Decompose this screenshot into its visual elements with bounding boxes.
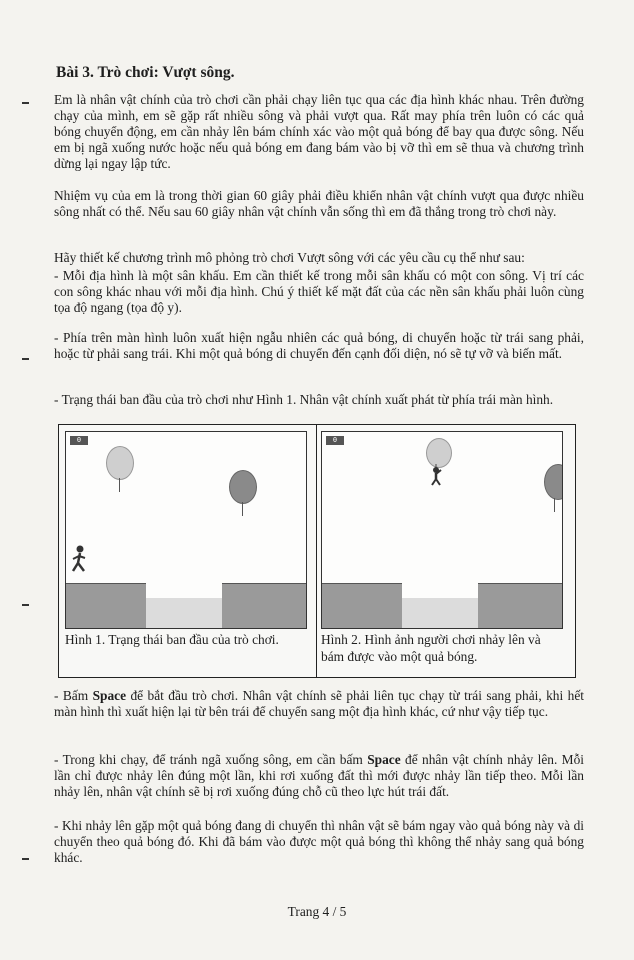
figure-1-caption: Hình 1. Trạng thái ban đầu của trò chơi. (65, 632, 279, 647)
ground-left (322, 583, 402, 628)
figure-divider (316, 425, 317, 677)
text-segment: để bắt đầu trò chơi. Nhân vật chính sẽ phải liên tục chạy từ trái sang phải, khi hết màn hình thì xuất hiện lại từ bên trái để chuyển sang một địa hình khác, cứ như vậy tiếp tục. (54, 688, 584, 719)
margin-mark (22, 102, 29, 104)
balloon-string (554, 498, 555, 512)
key-space: Space (367, 752, 401, 767)
balloon-string (119, 478, 120, 492)
paragraph-stage: - Mỗi địa hình là một sân khấu. Em cần thiết kế trong mỗi sân khấu có một con sông. Vị trí các con sông khác nhau với mỗi địa hình. Chú ý thiết kế mặt đất của các nền sân khấu phải luôn cùng tọa độ ngang (tọa độ y). (54, 268, 584, 315)
hanging-character-icon (428, 464, 444, 486)
river (402, 598, 478, 628)
ground-right (222, 583, 306, 628)
paragraph-jump (54, 752, 584, 800)
figure-2-caption: Hình 2. Hình ảnh người chơi nhảy lên và bám được vào một quả bóng. (321, 632, 541, 664)
margin-mark (22, 858, 29, 860)
paragraph-intro: Em là nhân vật chính của trò chơi cần phải chạy liên tục qua các địa hình khác nhau. Trên đường chạy của mình, em sẽ gặp rất nhiều sông và phải vượt qua. Rất may phía trên luôn có các quả bóng chuyển động, em cần nhảy lên bám chính xác vào một quả bóng để bay qua được sông. Nếu em bị ngã xuống nước hoặc nếu quả bóng em đang bám vào bị vỡ thì em sẽ thua và chương trình dừng lại ngay lập tức. (54, 92, 584, 171)
exercise-title: Bài 3. Trò chơi: Vượt sông. (56, 64, 235, 81)
margin-mark (22, 358, 29, 360)
paragraph-task: Nhiệm vụ của em là trong thời gian 60 giây phải điều khiển nhân vật chính vượt qua được nhiều sông nhất có thể. Nếu sau 60 giây nhân vật chính vẫn sống thì em đã thắng trong trò chơi này. (54, 188, 584, 219)
balloon-icon (106, 446, 134, 480)
text-segment: để nhân vật chính nhảy lên. Mỗi lần chỉ được nhảy lên đúng một lần, khi rơi xuống đất thì mới được nhảy lần tiếp theo. Mỗi lần nhảy lên, nhân vật chính sẽ bị rơi xuống đúng chỗ cũ theo lực hút trái đất. (54, 752, 584, 799)
balloon-icon (544, 464, 563, 500)
paragraph-requirements: Hãy thiết kế chương trình mô phỏng trò chơi Vượt sông với các yêu cầu cụ thể như sau: (54, 250, 525, 265)
score-display: 0 (326, 436, 344, 445)
ground-left (66, 583, 146, 628)
score-display: 0 (70, 436, 88, 445)
balloon-icon (229, 470, 257, 504)
figure-1-game-screen (65, 431, 307, 629)
text-segment: - Bấm (54, 688, 93, 703)
text-segment: - Trong khi chạy, để tránh ngã xuống sông, em cần bấm (54, 752, 368, 767)
page-number: Trang 4 / 5 (287, 904, 347, 919)
margin-mark (22, 604, 29, 606)
runner-character-icon (70, 545, 88, 573)
figure-2-game-screen (321, 431, 563, 629)
paragraph-start (54, 688, 584, 720)
key-space: Space (92, 688, 127, 703)
paragraph-balloons: - Phía trên màn hình luôn xuất hiện ngẫu nhiên các quả bóng, di chuyển hoặc từ trái sang phải, hoặc từ phải sang trái. Khi một quả bóng di chuyển đến cạnh đối diện, nó sẽ tự vỡ và biến mất. (54, 330, 584, 361)
river (146, 598, 222, 628)
figure-block (58, 424, 576, 678)
paragraph-initial-state: - Trạng thái ban đầu của trò chơi như Hình 1. Nhân vật chính xuất phát từ phía trái màn hình. (54, 392, 554, 407)
balloon-string (242, 502, 243, 516)
ground-right (478, 583, 562, 628)
paragraph-balloon-grab: - Khi nhảy lên gặp một quả bóng đang di chuyển thì nhân vật sẽ bám ngay vào quả bóng này và di chuyển theo quả bóng đó. Khi đã bám vào được một quả bóng thì không thể nhảy sang quả bóng khác. (54, 818, 584, 865)
